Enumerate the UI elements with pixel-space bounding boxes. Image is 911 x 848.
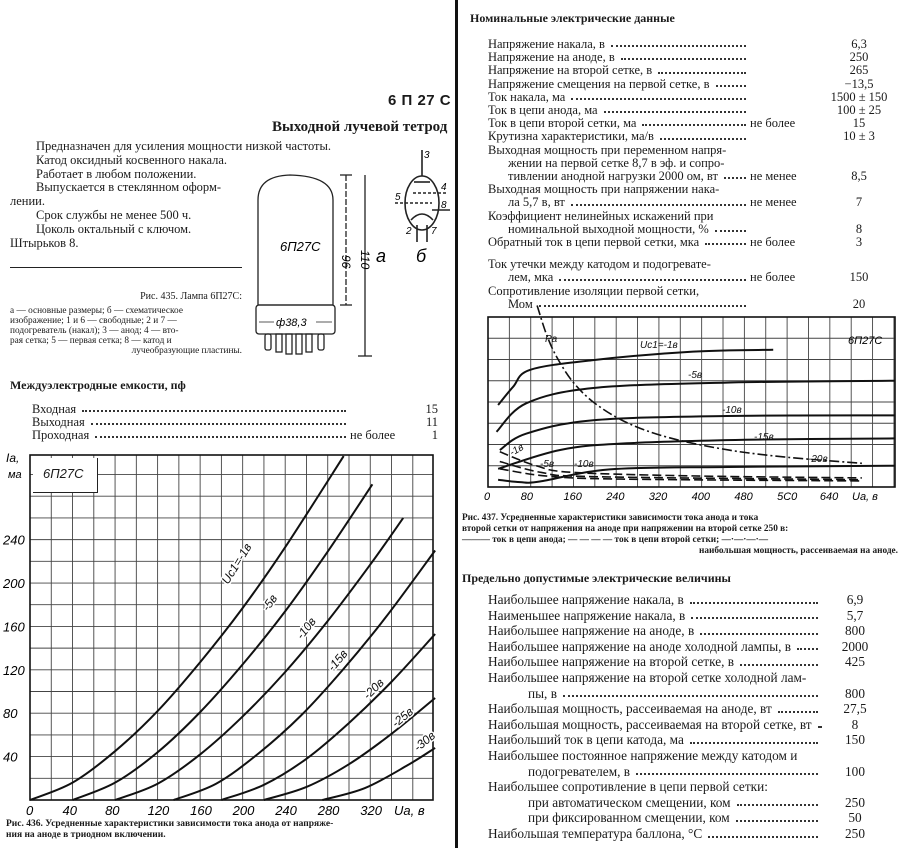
x-tick-label: 40	[62, 803, 78, 818]
tube-type-heading: Выходной лучевой тетрод	[272, 119, 448, 135]
label-a: а	[376, 246, 387, 266]
spec-label-line	[488, 298, 750, 311]
chart1-ylabel-unit: ма	[8, 469, 22, 481]
spec-label-text: Крутизна характеристики, ма/в	[488, 129, 654, 144]
spec-value: 50	[848, 810, 862, 826]
spec-label	[488, 144, 750, 184]
spec-label-line	[488, 639, 822, 655]
spec-row	[488, 210, 898, 236]
dot-leader	[737, 804, 818, 806]
spec-row	[488, 285, 898, 311]
spec-value: 150	[849, 270, 869, 285]
spec-row	[488, 717, 890, 733]
dot-leader	[563, 695, 818, 697]
dot-leader	[708, 836, 818, 838]
spec-value: 5,7	[846, 607, 864, 623]
spec-label-line	[488, 717, 822, 733]
spec-label-line	[488, 810, 822, 826]
spec-value: 11	[425, 415, 438, 429]
x-tick-label: 80	[520, 491, 533, 503]
spec-row	[488, 183, 898, 209]
spec-value: 8,5	[851, 169, 867, 184]
curve-label: -1в	[508, 442, 526, 459]
spec-label-text: Наибольший ток в цепи катода, ма	[488, 732, 684, 748]
spec-row	[488, 670, 890, 701]
spec-row	[488, 779, 890, 795]
pin-4-label: 4	[441, 182, 447, 193]
dot-leader	[658, 72, 746, 74]
spec-value: 6,9	[846, 592, 864, 607]
intro-line: лении.	[10, 194, 45, 209]
x-tick-label: 160	[563, 491, 582, 503]
series-curve	[497, 381, 896, 432]
intro-line: Срок службы не менее 500 ч.	[36, 207, 192, 222]
spec-label-line	[488, 670, 822, 686]
spec-row	[488, 732, 890, 748]
pin-3-label: 3	[424, 150, 430, 161]
dot-leader	[604, 111, 746, 113]
dot-leader	[611, 45, 746, 47]
spec-value: 15	[852, 116, 866, 131]
spec-row	[488, 748, 890, 779]
spec-label	[488, 810, 822, 826]
x-tick-label: 240	[275, 803, 297, 818]
spec-label-line	[488, 608, 822, 624]
x-tick-label: 320	[360, 803, 382, 818]
spec-value: 800	[845, 623, 865, 639]
intro-line: Выпускается в стеклянном оформ-	[36, 180, 222, 195]
spec-note: не менее	[750, 169, 797, 184]
dot-leader	[539, 305, 746, 307]
spec-note: не более	[750, 270, 796, 285]
spec-label-text: Наибольшее напряжение на аноде, в	[488, 623, 695, 639]
spec-label-line	[488, 592, 822, 608]
spec-label-text: Мом	[508, 296, 533, 311]
legend-line: а — основные размеры; б — схематическое	[10, 306, 183, 316]
y-tick-label: 120	[3, 662, 25, 678]
spec-value: 100	[845, 763, 865, 779]
caption-line: Рис. 437. Усредненные характеристики зависимости тока анода и тока	[462, 513, 759, 523]
x-tick-label: 400	[691, 491, 711, 503]
tube-marking: 6П27С	[280, 239, 321, 254]
spec-label-text: Напряжение на второй сетке, в	[488, 63, 653, 78]
series-curve	[498, 438, 895, 468]
spec-label-line	[488, 779, 822, 795]
limits-heading: Предельно допустимые электрические величины	[462, 571, 731, 585]
spec-value: 250	[845, 794, 865, 810]
legend-line: рая сетка; 5 — первая сетка; 8 — катод и	[10, 336, 172, 346]
spec-label-text: лем, мка	[508, 270, 554, 285]
spec-row	[488, 795, 890, 811]
spec-note: не менее	[750, 195, 797, 210]
spec-label	[488, 826, 822, 842]
spec-label-text: Наибольшее напряжение накала, в	[488, 592, 684, 607]
spec-label	[488, 732, 822, 748]
chart1-xlabel: Uа, в	[394, 803, 425, 818]
spec-label	[488, 210, 750, 236]
curve-label: Uс1=-1в	[218, 540, 255, 587]
curve-label: -20в	[808, 454, 828, 465]
spec-label-line	[488, 795, 822, 811]
x-tick-label: 80	[105, 803, 120, 818]
dot-leader	[818, 726, 822, 728]
spec-label-line	[488, 748, 822, 764]
nominal-heading: Номинальные электрические данные	[470, 11, 675, 25]
x-tick-label: 0	[26, 803, 34, 818]
spec-label-text: Наибольшее напряжение на второй сетке холодной лам-	[488, 669, 807, 685]
spec-row	[488, 592, 890, 608]
spec-label-text: Напряжение смещения на первой сетке, в	[488, 76, 710, 91]
spec-label	[488, 592, 822, 608]
spec-label	[488, 258, 750, 284]
spec-label	[488, 654, 822, 670]
spec-label	[488, 236, 750, 249]
spec-label-line	[488, 210, 750, 223]
spec-row	[488, 144, 898, 184]
spec-label-line	[488, 686, 822, 702]
x-tick-label: 640	[819, 491, 839, 503]
dimension-110: 110	[358, 250, 372, 270]
spec-label-text: Выходная	[32, 415, 85, 429]
spec-label-text: Входная	[32, 402, 77, 416]
spec-note: не более	[750, 235, 796, 250]
spec-label-text: Наибольшее напряжение на второй сетке, в	[488, 654, 735, 670]
spec-label-text: Наибольшее напряжение на аноде холодной лампы, в	[488, 638, 792, 654]
caption-line: ния на аноде в триодном включении.	[6, 830, 166, 840]
spec-label-text: Напряжение на аноде, в	[488, 50, 615, 65]
capacitances-heading: Междуэлектродные емкости, пф	[10, 378, 186, 392]
spec-label-line	[488, 654, 822, 670]
spec-label	[488, 639, 822, 655]
label-b: б	[416, 246, 427, 266]
dot-leader	[660, 138, 746, 140]
spec-label-text: Обратный ток в цепи первой сетки, мка	[488, 235, 700, 250]
spec-label-line	[488, 764, 822, 780]
dot-leader	[740, 664, 818, 666]
spec-row	[488, 810, 890, 826]
spec-value: 7	[855, 195, 863, 210]
x-tick-label: 320	[648, 491, 668, 503]
pin-7-label: 7	[431, 226, 437, 237]
spec-label-line	[488, 701, 822, 717]
spec-label	[488, 701, 822, 717]
spec-row	[488, 258, 898, 284]
spec-label-text: Наибольшая температура баллона, °С	[488, 825, 703, 841]
dot-leader	[797, 648, 818, 650]
x-tick-label: 0	[484, 491, 491, 503]
intro-line: Предназначен для усиления мощности низкой частоты.	[36, 139, 332, 153]
series-curve	[498, 350, 773, 405]
spec-value: 800	[845, 685, 865, 701]
curve-label: -10в	[574, 459, 594, 470]
spec-row	[488, 236, 898, 249]
curve-label: -10в	[293, 614, 319, 642]
chart1-ylabel: Iа,	[6, 451, 20, 465]
spec-label-text: Наибольшая мощность, рассеиваемая на аноде, вт	[488, 701, 772, 717]
spec-label-text: пы, в	[528, 685, 557, 701]
spec-label-line	[488, 285, 750, 298]
spec-row	[488, 654, 890, 670]
curve-label: -5в	[540, 459, 555, 470]
chart1-title: 6П27С	[43, 466, 84, 481]
nominal-list	[488, 38, 898, 311]
x-tick-label: 200	[232, 803, 255, 818]
spec-row	[488, 64, 898, 77]
chart2-xlabel: Uа, в	[852, 491, 878, 503]
spec-row	[488, 826, 890, 842]
spec-label	[488, 183, 750, 209]
dot-leader	[636, 773, 818, 775]
spec-label-text: подогревателем, в	[528, 763, 631, 779]
intro-line: Штырьков 8.	[10, 235, 79, 250]
spec-label-line	[488, 623, 822, 639]
curve-label: -15в	[754, 432, 774, 443]
curve-label: Uс1=-1в	[640, 340, 678, 351]
spec-value: 250	[845, 825, 865, 841]
spec-label	[488, 779, 822, 795]
spec-value: 150	[845, 732, 865, 748]
figure-437-caption	[462, 513, 898, 557]
x-tick-label: 120	[147, 803, 170, 818]
dimension-96: 96	[339, 255, 353, 269]
spec-label-text: Коэффициент нелинейных искажений при	[488, 208, 714, 223]
spec-row	[488, 608, 890, 624]
intro-line: Катод оксидный косвенного накала.	[36, 152, 228, 167]
curve-label: -30в	[410, 728, 439, 755]
y-tick-label: 40	[3, 749, 18, 765]
spec-row	[488, 701, 890, 717]
spec-label	[488, 64, 750, 77]
dimension-diameter: ф38,3	[276, 317, 307, 329]
dot-leader	[778, 711, 818, 713]
dot-leader	[700, 633, 818, 635]
dot-leader	[736, 820, 818, 822]
spec-value: −13,5	[844, 76, 874, 91]
spec-note: не более	[750, 116, 796, 131]
pin-5-label: 5	[395, 192, 401, 203]
x-tick-label: 280	[317, 803, 340, 818]
x-tick-label: 240	[606, 491, 625, 503]
curve-label: -5в	[688, 370, 703, 381]
legend-line: лучеобразующие пластины.	[131, 346, 242, 356]
x-tick-label: 5С0	[777, 491, 798, 503]
series-curve	[174, 550, 439, 800]
spec-label	[488, 608, 822, 624]
curve-label: -20в	[360, 675, 387, 703]
y-tick-label: 160	[3, 619, 25, 635]
spec-label-line	[488, 826, 822, 842]
dot-leader	[690, 742, 818, 744]
spec-value: 27,5	[843, 701, 867, 717]
spec-label-line	[488, 732, 822, 748]
chart1-title-box	[33, 458, 98, 493]
dot-leader	[571, 204, 746, 206]
spec-label-text: жении на первой сетке 8,7 в эф. и сопро-	[508, 155, 725, 170]
spec-label-text: Наименьшее напряжение накала, в	[488, 607, 686, 623]
spec-label-text: ла 5,7 в, вт	[508, 195, 565, 210]
dot-leader	[571, 98, 746, 100]
y-tick-label: 240	[3, 532, 25, 548]
spec-row	[488, 623, 890, 639]
curve-label: -5в	[258, 591, 281, 614]
spec-value: 2000	[841, 638, 869, 654]
spec-value: 10 ± 3	[843, 129, 875, 144]
chart2-title: 6П27С	[848, 335, 883, 347]
spec-label	[488, 78, 750, 91]
spec-value: 15	[425, 402, 438, 416]
curve-label: -25в	[388, 704, 417, 731]
pin-2-label: 2	[406, 226, 412, 237]
intro-line: Работает в любом положении.	[36, 166, 197, 181]
dot-leader	[621, 58, 746, 60]
spec-label-line	[488, 64, 750, 77]
legend-line: подогреватель (накал); 3 — анод; 4 — вто-	[10, 326, 179, 336]
limits-list	[488, 592, 890, 842]
dot-leader	[690, 602, 818, 604]
spec-label-text: номинальной выходной мощности, %	[508, 221, 709, 236]
tube-code: 6 П 27 С	[388, 92, 452, 109]
spec-label-text: Выходная мощность при переменном напря-	[488, 142, 727, 157]
pin-8-label: 8	[441, 200, 447, 211]
spec-label-text: Ток утечки между катодом и подогревате-	[488, 257, 711, 272]
intro-line: Цоколь октальный с ключом.	[36, 221, 192, 236]
spec-value: 250	[849, 50, 869, 65]
spec-label	[488, 670, 822, 701]
spec-label-text: Ток накала, ма	[488, 89, 566, 104]
caption-line: ——— ток в цепи анода; — — — — ток в цепи второй сетки; —·—·—·—	[462, 535, 769, 545]
spec-label-text: Наибольшее сопротивление в цепи первой сетки:	[488, 779, 768, 795]
legend-line: изображение; 1 и 6 — свободные; 2 и 7 —	[10, 316, 177, 326]
spec-label-text: при фиксированном смещении, ком	[528, 810, 730, 826]
dot-leader	[642, 124, 746, 126]
spec-label	[488, 795, 822, 811]
spec-label-text: Ток в цепи второй сетки, ма	[488, 116, 637, 131]
dot-leader	[559, 279, 746, 281]
dot-leader	[724, 177, 746, 179]
caption-line: наибольшая мощность, рассеиваемая на аноде.	[699, 546, 898, 556]
spec-label	[488, 623, 822, 639]
spec-label-text: Наибольшее постоянное напряжение между катодом и	[488, 747, 798, 763]
y-tick-label: 200	[3, 576, 25, 592]
spec-label-text: Ток в цепи анода, ма	[488, 103, 598, 118]
y-tick-label: 80	[3, 706, 18, 722]
spec-value: 1500 ± 150	[830, 89, 888, 104]
spec-value: 8	[851, 716, 859, 732]
caption-line: второй сетки от напряжения на аноде при напряжении на второй сетке 250 в:	[462, 524, 789, 534]
spec-label-text: Выходная мощность при напряжении нака-	[488, 182, 720, 197]
spec-note: не более	[350, 428, 396, 442]
curve-label: -15в	[324, 646, 351, 674]
spec-value: 8	[855, 221, 863, 236]
spec-row	[488, 78, 898, 91]
spec-label	[488, 748, 822, 779]
spec-value: 100 ± 25	[836, 103, 882, 118]
spec-label-text: тивлении анодной нагрузки 2000 ом, вт	[508, 169, 718, 184]
spec-value: 20	[852, 296, 866, 311]
figure-436-caption	[6, 819, 333, 841]
spec-value: 425	[845, 654, 865, 670]
spec-label-line	[488, 78, 750, 91]
spec-value: 265	[849, 63, 869, 78]
curve-label: Pа	[545, 334, 558, 345]
dot-leader	[705, 243, 746, 245]
caption-line: Рис. 436. Усредненные характеристики зависимости тока анода от напряже-	[6, 819, 334, 829]
spec-label-text: Напряжение накала, в	[488, 37, 605, 51]
spec-value: 1	[431, 428, 438, 442]
spec-label-text: Проходная	[32, 428, 90, 442]
spec-label	[488, 717, 822, 733]
x-tick-label: 480	[734, 491, 753, 503]
spec-row	[488, 639, 890, 655]
figure-435-caption: Рис. 435. Лампа 6П27С:	[140, 291, 242, 302]
spec-label-line	[488, 236, 750, 249]
dot-leader	[715, 230, 746, 232]
spec-label-text: при автоматическом смещении, ком	[528, 794, 731, 810]
spec-value: 6,3	[851, 37, 867, 51]
spec-label-text: Наибольшая мощность, рассеиваемая на второй сетке, вт	[488, 716, 812, 732]
x-tick-label: 160	[190, 803, 212, 818]
series-curve	[322, 748, 435, 800]
spec-label	[488, 285, 750, 311]
spec-label-text: Сопротивление изоляции первой сетки,	[488, 283, 700, 298]
dot-leader	[716, 85, 746, 87]
curve-label: -10в	[722, 405, 742, 416]
spec-value: 3	[855, 235, 863, 250]
dot-leader	[691, 617, 818, 619]
